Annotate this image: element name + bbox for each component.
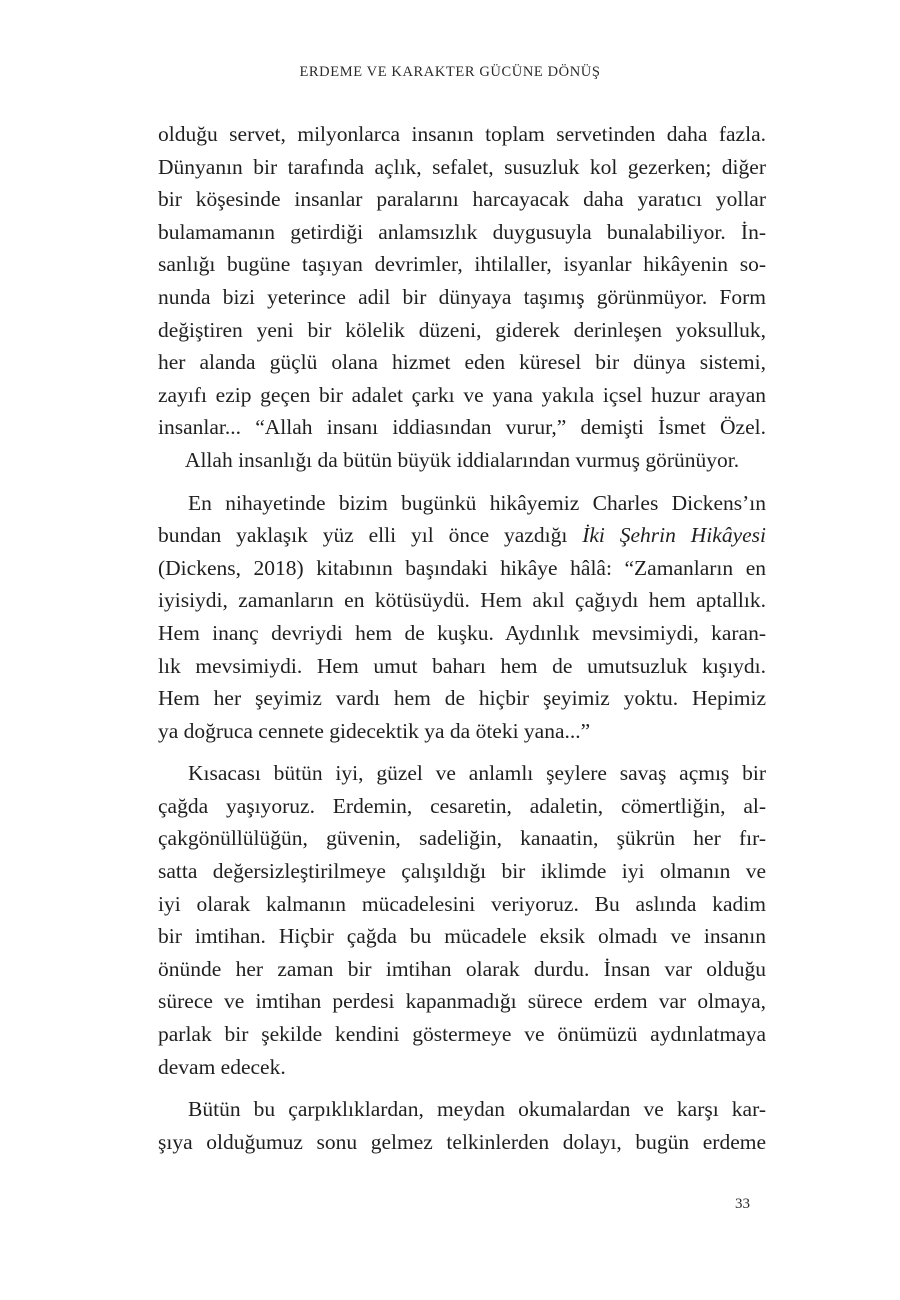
running-head: ERDEME VE KARAKTER GÜCÜNE DÖNÜŞ: [299, 64, 601, 80]
text-line: Dünyanın bir tarafında açlık, sefalet, susuzluk kol gezerken; diğer: [158, 154, 766, 179]
text-line: sanlığı bugüne taşıyan devrimler, ihtilaller, isyanlar hikâyenin so-: [158, 252, 766, 277]
paragraph-1: [158, 118, 766, 477]
text-line: Hem her şeyimiz vardı hem de hiçbir şeyimiz yoktu. Hepimiz: [158, 686, 766, 711]
text-line: parlak bir şekilde kendini göstermeye ve önümüzü aydınlatmaya: [158, 1022, 766, 1047]
book-title: İki Şehrin Hikâyesi: [582, 523, 766, 548]
text-line: bir köşesinde insanlar paralarını harcayacak daha yaratıcı yollar: [158, 187, 766, 212]
text-line: (Dickens, 2018) kitabının başındaki hikâye hâlâ: “Zamanların en: [158, 555, 766, 580]
text-line: her alanda güçlü olana hizmet eden küresel bir dünya sistemi,: [158, 350, 766, 375]
text-line: şıya olduğumuz sonu gelmez telkinlerden dolayı, bugün erdeme: [158, 1129, 766, 1154]
text-line: ya doğruca cennete gidecektik ya da öteki yana...”: [158, 718, 591, 743]
text-line: devam edecek.: [158, 1054, 286, 1079]
text-line: bulamamanın getirdiği anlamsızlık duygusuyla bunalabiliyor. İn-: [158, 219, 766, 244]
text-line: Hem inanç devriydi hem de kuşku. Aydınlık mevsimiydi, karan-: [158, 620, 766, 645]
text-line: zayıfı ezip geçen bir adalet çarkı ve yana yakıla içsel huzur arayan: [158, 382, 766, 407]
text-line: olduğu servet, milyonlarca insanın toplam servetinden daha fazla.: [158, 122, 766, 146]
text-line: sürece ve imtihan perdesi kapanmadığı sürece erdem var olmaya,: [158, 989, 766, 1014]
text-line: iyisiydi, zamanların en kötüsüydü. Hem akıl çağıydı hem aptallık.: [158, 588, 766, 613]
text-line: iyi olarak kalmanın mücadelesini veriyoruz. Bu aslında kadim: [158, 891, 766, 916]
text-line: Allah insanlığı da bütün büyük iddialarından vurmuş görünüyor.: [184, 447, 740, 472]
text-line: önünde her zaman bir imtihan olarak durdu. İnsan var olduğu: [158, 956, 766, 981]
text-line: çağda yaşıyoruz. Erdemin, cesaretin, adaletin, cömertliğin, al-: [158, 793, 766, 818]
paragraph-4: [158, 1093, 766, 1158]
text-line: Bütün bu çarpıklıklardan, meydan okumalardan ve karşı kar-: [188, 1097, 766, 1122]
text-line-with-title: [158, 519, 766, 552]
paragraph-3: [158, 757, 766, 1083]
text-line: bir imtihan. Hiçbir çağda bu mücadele eksik olmadı ve insanın: [158, 924, 766, 949]
text-segment: bundan yaklaşık yüz elli yıl önce yazdığı: [158, 523, 583, 548]
text-line: nunda bizi yeterince adil bir dünyaya taşımış görünmüyor. Form: [158, 284, 766, 309]
text-line: değiştiren yeni bir kölelik düzeni, giderek derinleşen yoksulluk,: [158, 317, 766, 342]
paragraph-2: [158, 487, 766, 748]
body-text: [158, 118, 766, 1158]
page-number: 33: [735, 1196, 750, 1212]
text-line: insanlar... “Allah insanı iddiasından vurur,” demişti İsmet Özel.: [158, 415, 766, 440]
text-line: Kısacası bütün iyi, güzel ve anlamlı şeylere savaş açmış bir: [188, 761, 766, 786]
text-line: çakgönüllülüğün, güvenin, sadeliğin, kanaatin, şükrün her fır-: [158, 826, 766, 851]
text-line: satta değersizleştirilmeye çalışıldığı bir iklimde iyi olmanın ve: [158, 859, 766, 884]
text-line: En nihayetinde bizim bugünkü hikâyemiz Charles Dickens’ın: [188, 490, 766, 515]
text-line: lık mevsimiydi. Hem umut baharı hem de umutsuzluk kışıydı.: [158, 653, 766, 678]
